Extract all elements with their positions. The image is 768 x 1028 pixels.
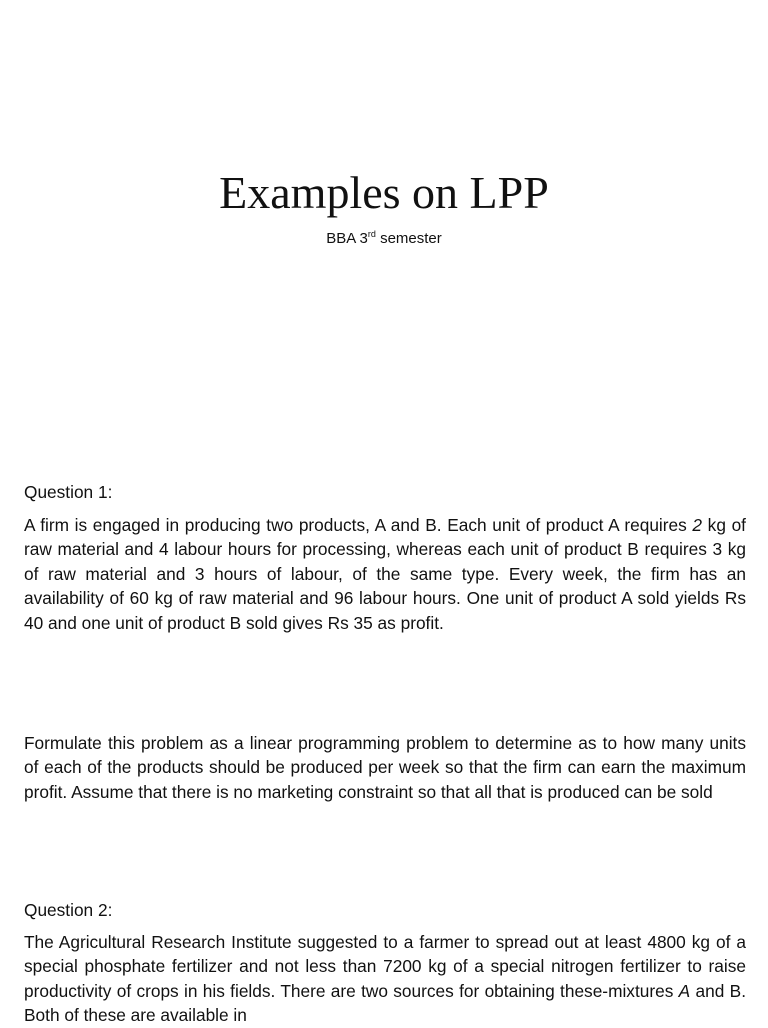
question-2-text-part-1: The Agricultural Research Institute suggested to a farmer to spread out at least 4800 kg of a special phosphate fertilizer and not less than 7200 kg of a special nitrogen fertilizer to raise productivity of crops in his fields. There are two sources for obtaining these-mixtures xyxy=(24,932,746,1001)
question-1-text-part-1: A firm is engaged in producing two products, A and B. Each unit of product A requires xyxy=(24,515,693,535)
question-1-heading: Question 1: xyxy=(24,482,113,502)
question-1-text-part-2: kg of raw material and 4 labour hours for processing, whereas each unit of product B requires 3 kg of raw material and 3 hours of labour, of the same type. Every week, the firm has an availability of 60 kg of raw material and 96 labour hours. One unit of product A sold yields Rs 40 and one unit of product B sold gives Rs 35 as profit. xyxy=(24,515,746,633)
subtitle-suffix: semester xyxy=(375,230,442,247)
question-1-task-text: Formulate this problem as a linear programming problem to determine as to how many units of each of the products should be produced per week so that the firm can earn the maximum profit. Assume that there is no marketing constraint so that all that is produced can be sold xyxy=(24,733,746,802)
question-1-problem-text xyxy=(24,513,746,635)
subtitle-superscript: rd xyxy=(367,229,376,239)
question-1-italic-value: 2 xyxy=(692,515,703,535)
question-2-problem-text xyxy=(24,930,746,1028)
subtitle-prefix: BBA 3 xyxy=(326,230,368,247)
question-2-heading: Question 2: xyxy=(24,900,113,920)
page-title: Examples on LPP xyxy=(219,167,549,218)
question-2-text-part-2: and B. Both of these are available in xyxy=(24,980,746,1026)
subtitle xyxy=(0,229,768,249)
question-2-italic-value: A xyxy=(678,980,691,1001)
